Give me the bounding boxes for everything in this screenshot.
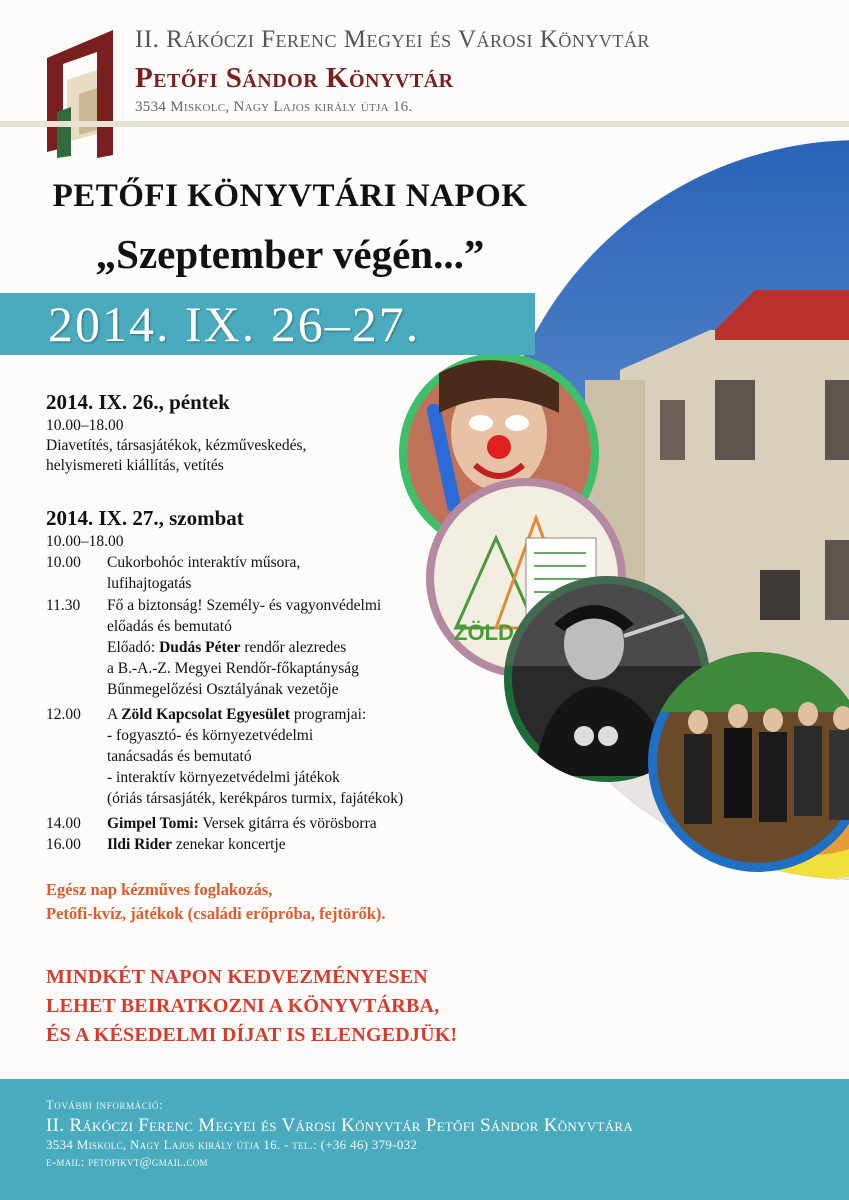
event-title: PETŐFI KÖNYVTÁRI NAPOK (52, 178, 528, 214)
day1-desc-2: helyismereti kiállítás, vetítés (46, 457, 224, 474)
day1-hours: 10.00–18.00 (46, 417, 124, 434)
day1-desc-1: Diavetítés, társasjátékok, kézműveskedés, (46, 437, 307, 454)
event-line: - fogyasztó- és környezetvédelmi (107, 727, 314, 744)
header-institution: II. Rákóczi Ferenc Megyei és Városi Könyvtár (135, 26, 650, 53)
footer-contact: 3534 Miskolc, Nagy Lajos király útja 16. - tel.: (+36 46) 379-032 (46, 1137, 418, 1152)
footer-label: További információ: (46, 1098, 164, 1112)
sign-text: ZÖLD (454, 620, 514, 645)
performer-name: Gimpel Tomi: (107, 815, 199, 832)
day2-heading: 2014. IX. 27., szombat (46, 506, 244, 530)
day1-heading: 2014. IX. 26., péntek (46, 390, 230, 414)
band-name: Ildi Rider (107, 836, 173, 853)
event-line: lufihajtogatás (107, 575, 192, 592)
allday-line-1: Egész nap kézműves foglakozás, (46, 880, 273, 899)
footer-organization: II. Rákóczi Ferenc Megyei és Városi Könyvtár Petőfi Sándor Könyvtára (46, 1115, 634, 1136)
notice-line-1: MINDKÉT NAPON KEDVEZMÉNYESEN (46, 966, 428, 988)
header-library-name: Petőfi Sándor Könyvtár (135, 62, 454, 94)
event-line: Fő a biztonság! Személy- és vagyonvédelmi (107, 597, 382, 614)
notice-line-2: LEHET BEIRATKOZNI A KÖNYVTÁRBA, (46, 995, 440, 1017)
library-logo (47, 30, 113, 158)
footer-email: e-mail: petofikvt@gmail.com (46, 1154, 208, 1169)
header-divider (0, 121, 849, 127)
event-line: - interaktív környezetvédelmi játékok (107, 769, 340, 786)
event-time: 12.00 (46, 706, 81, 723)
event-subtitle: „Szeptember végén...” (95, 231, 485, 277)
event-line: Előadó: Dudás Péter rendőr alezredes (107, 639, 347, 656)
header-address: 3534 Miskolc, Nagy Lajos király útja 16. (135, 99, 413, 115)
event-time: 14.00 (46, 815, 81, 832)
allday-line-2: Petőfi-kvíz, játékok (családi erőpróba, fejtörők). (46, 904, 386, 923)
event-line: Ildi Rider zenekar koncertje (107, 836, 286, 853)
event-line: előadás és bemutató (107, 618, 232, 635)
event-line: tanácsadás és bemutató (107, 748, 252, 765)
event-line: A Zöld Kapcsolat Egyesület programjai: (107, 706, 367, 723)
event-line: Bűnmegelőzési Osztályának vezetője (107, 681, 339, 698)
notice-line-3: ÉS A KÉSEDELMI DÍJAT IS ELENGEDJÜK! (46, 1024, 458, 1046)
event-line: a B.-A.-Z. Megyei Rendőr-főkaptányság (107, 660, 359, 677)
event-line: Gimpel Tomi: Versek gitárra és vörösborra (107, 815, 377, 832)
organization-name: Zöld Kapcsolat Egyesület (121, 706, 291, 723)
event-line: Cukorbohóc interaktív műsora, (107, 554, 301, 571)
event-line: (óriás társasjáték, kerékpáros turmix, fajátékok) (107, 790, 404, 807)
speaker-name: Dudás Péter (159, 639, 241, 656)
band-photo (648, 652, 849, 872)
day2-hours: 10.00–18.00 (46, 533, 124, 550)
event-time: 16.00 (46, 836, 81, 853)
event-date: 2014. IX. 26–27. (48, 296, 421, 352)
event-time: 11.30 (46, 597, 81, 614)
event-time: 10.00 (46, 554, 81, 571)
